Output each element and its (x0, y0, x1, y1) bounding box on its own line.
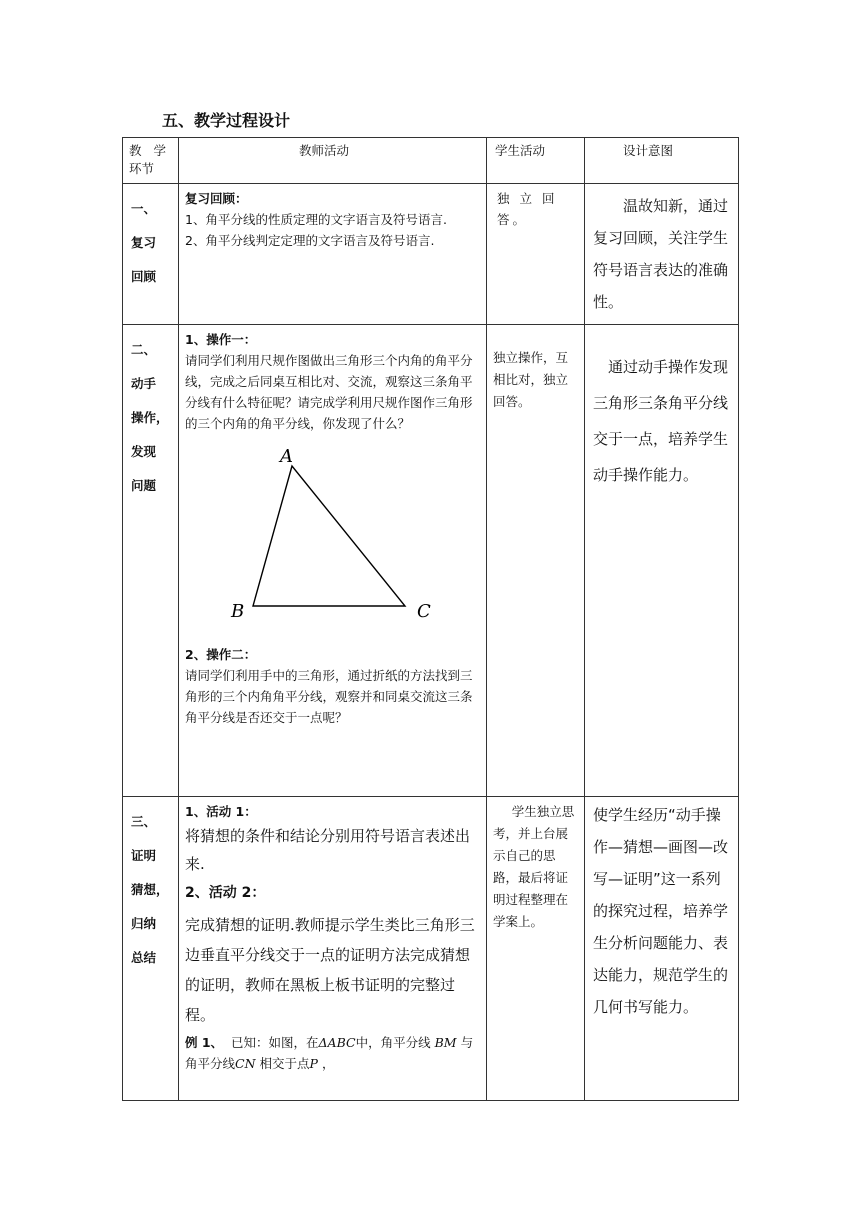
example-1: 例 1、 已知：如图，在ΔABC中，角平分线 BM 与角平分线CN 相交于点P ， (185, 1035, 474, 1071)
teacher-activity-cell (179, 325, 487, 797)
header-teacher: 教师活动 (179, 138, 487, 184)
triangle-abc-figure (185, 434, 475, 644)
design-intent-cell: 使学生经历“动手操作—猜想—画图—改写—证明”这一系列的探究过程，培养学生分析问题能力、表达能力，规范学生的几何书写能力。 (585, 797, 739, 1101)
activity-1-title: 1、活动 1： (185, 804, 257, 819)
table-row (123, 797, 739, 1101)
student-activity-cell: 独立操作，互相比对，独立回答。 (487, 325, 585, 797)
teacher-activity-cell (179, 797, 487, 1101)
operation-1-text: 请同学们利用尺规作图做出三角形三个内角的角平分线，完成之后同桌互相比对、交流，观察这三条角平分线有什么特征呢？请完成学利用尺规作图作三角形的三个内角的角平分线，你发现了什么？ (185, 353, 473, 431)
activity-2-title: 2、活动 2： (185, 885, 266, 901)
header-stage-line2: 环节 (129, 161, 155, 176)
vertex-a-label: A (280, 446, 293, 467)
section-heading: 五、教学过程设计 (162, 111, 291, 130)
header-student: 学生活动 (487, 138, 585, 184)
operation-2-text: 请同学们利用手中的三角形，通过折纸的方法找到三角形的三个内角角平分线，观察并和同桌交流这三条角平分线是否还交于一点呢？ (185, 668, 473, 725)
design-intent-cell: 温故知新，通过复习回顾，关注学生符号语言表达的准确性。 (585, 184, 739, 325)
triangle-abc-symbol: ΔABC (318, 1035, 356, 1050)
activity-2-text: 完成猜想的证明.教师提示学生类比三角形三边垂直平分线交于一点的证明方法完成猜想的证明，教师在黑板上板书证明的完整过程。 (185, 916, 475, 1024)
header-stage (123, 138, 179, 184)
stage-cell: 一、 复习 回顾 (123, 184, 179, 325)
review-item-2: 2、角平分线判定定理的文字语言及符号语言. (185, 233, 435, 248)
header-intent: 设计意图 (585, 138, 739, 184)
triangle-abc (253, 466, 405, 606)
stage-cell: 二、 动手 操作， 发现 问题 (123, 325, 179, 797)
vertex-b-label: B (231, 601, 245, 622)
design-intent-cell: 通过动手操作发现三角形三条角平分线交于一点，培养学生动手操作能力。 (585, 325, 739, 797)
example-label: 例 1、 (185, 1035, 224, 1050)
student-activity-cell: 独 立 回答。 (487, 184, 585, 325)
header-stage-line1: 教 学 (129, 143, 170, 158)
review-title: 复习回顾： (185, 191, 248, 206)
lesson-process-table (122, 137, 739, 1101)
table-row (123, 184, 739, 325)
header-row (123, 138, 739, 184)
teacher-activity-cell (179, 184, 487, 325)
activity-1-text: 将猜想的条件和结论分别用符号语言表述出来. (185, 827, 471, 873)
operation-1-title: 1、操作一： (185, 332, 257, 347)
vertex-c-label: C (417, 601, 431, 622)
review-item-1: 1、角平分线的性质定理的文字语言及符号语言. (185, 212, 447, 227)
table-row (123, 325, 739, 797)
operation-2-title: 2、操作二： (185, 647, 257, 662)
stage-cell: 三、 证明 猜想， 归纳 总结 (123, 797, 179, 1101)
student-activity-cell: 学生独立思考，并上台展示自己的思路，最后将证明过程整理在学案上。 (487, 797, 585, 1101)
